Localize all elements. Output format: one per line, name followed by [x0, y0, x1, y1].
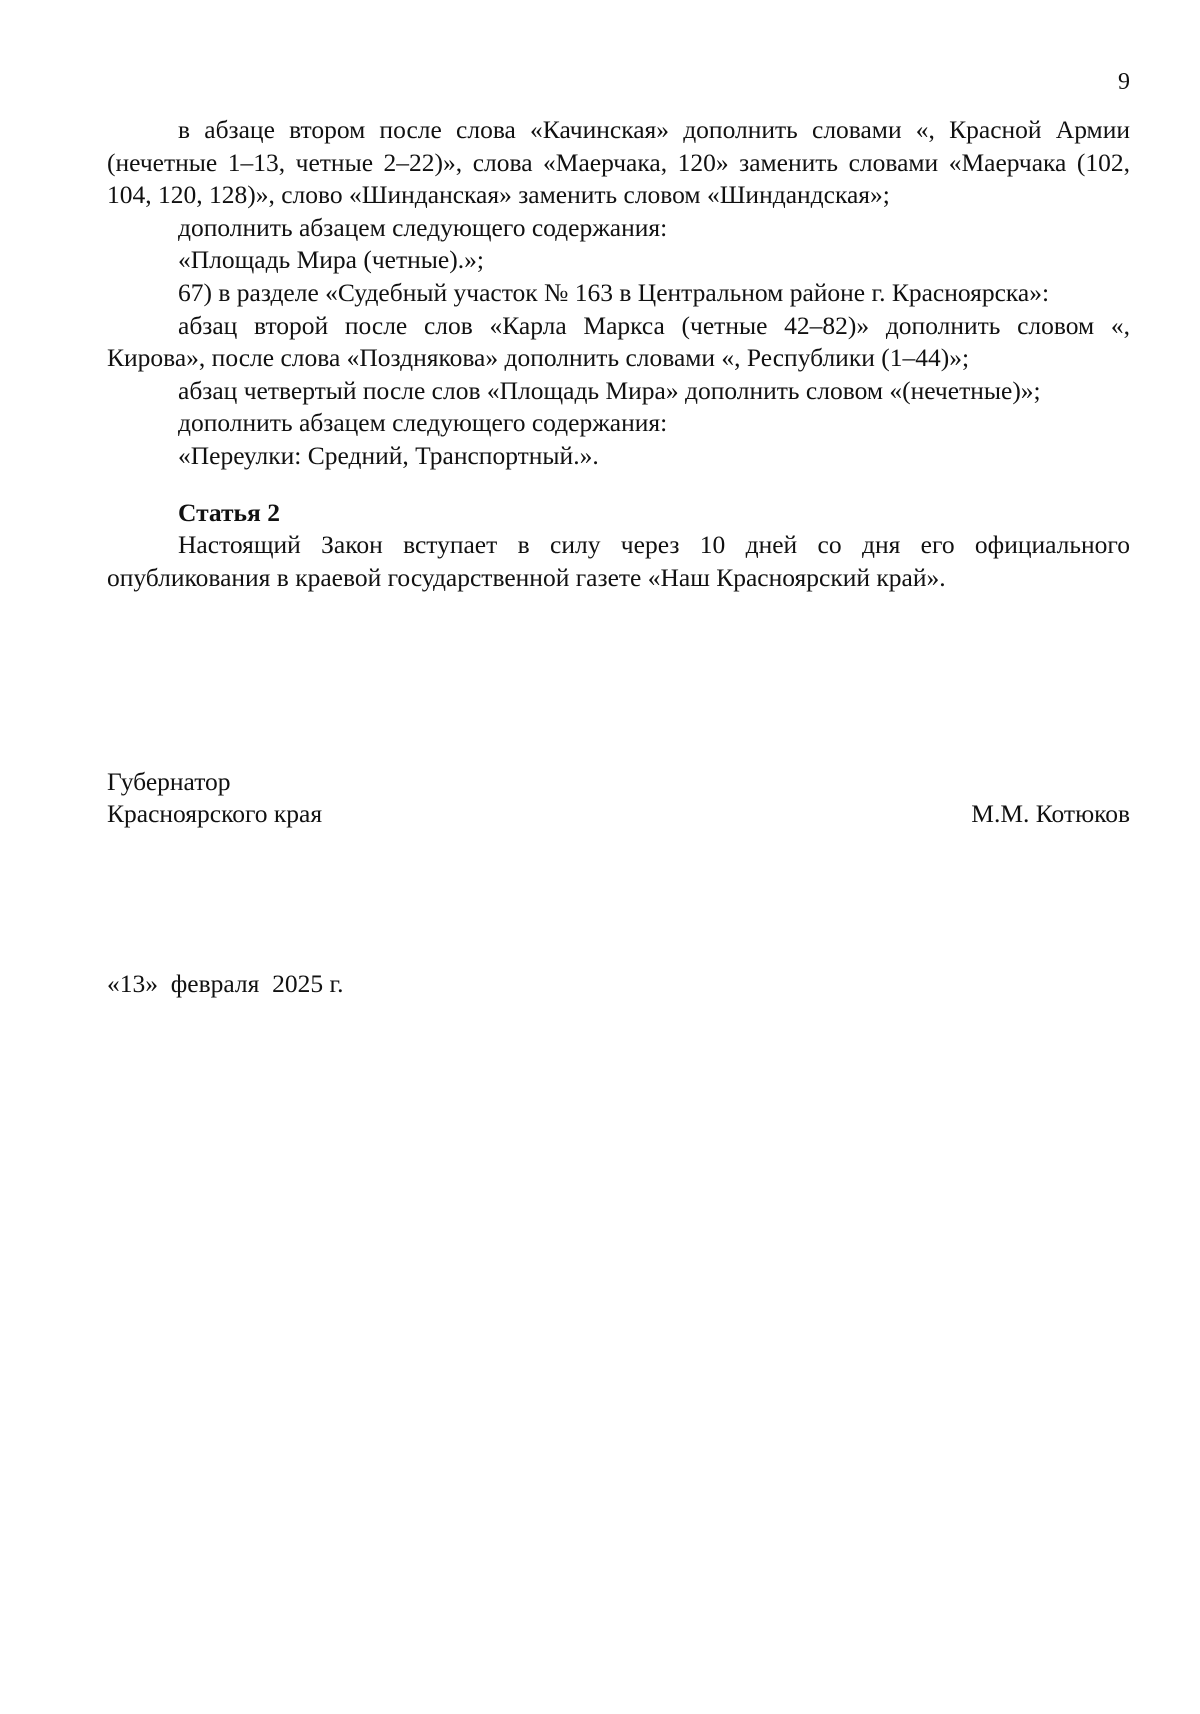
- paragraph-item-67: 67) в разделе «Судебный участок № 163 в Центральном районе г. Красноярска»:: [178, 277, 1050, 307]
- signing-date: «13» февраля 2025 г.: [107, 969, 344, 998]
- paragraph-ploshchad-mira-even: «Площадь Мира (четные).»;: [178, 245, 484, 275]
- article-text: Настоящий Закон вступает в силу через 10 дней со дня его официального опубликования в краевой государственной газете «Наш Красноярский край».: [107, 530, 1130, 592]
- document-body: [107, 114, 1130, 594]
- article-title: Статья 2: [178, 497, 280, 527]
- signatory-position-line2: Красноярского края: [107, 799, 323, 828]
- signatory-position-line1: Губернатор: [107, 767, 231, 796]
- signatory-name: М.М. Котюков: [971, 799, 1130, 828]
- paragraph-add-abzats-2: дополнить абзацем следующего содержания:: [178, 408, 668, 438]
- paragraph-add-abzats-1: дополнить абзацем следующего содержания:: [178, 212, 668, 242]
- page-number: 9: [1118, 69, 1130, 95]
- paragraph-pereulki: «Переулки: Средний, Транспортный.».: [178, 440, 599, 470]
- paragraph-karla-marksa: абзац второй после слов «Карла Маркса (четные 42–82)» дополнить словом «, Кирова», после слова «Позднякова» дополнить словами «, Республики (1–44)»;: [107, 310, 1130, 373]
- paragraph-amend-kachinskaya: в абзаце втором после слова «Качинская» дополнить словами «, Красной Армии (нечетные 1–13, четные 2–22)», слова «Маерчака, 120» заменить словами «Маерчака (102, 104, 120, 128)», слово «Шинданская» заменить словом «Шиндандская»;: [107, 115, 1130, 210]
- paragraph-ploshchad-mira-odd: абзац четвертый после слов «Площадь Мира» дополнить словом «(нечетные)»;: [178, 375, 1041, 405]
- signature-block: [107, 766, 1130, 830]
